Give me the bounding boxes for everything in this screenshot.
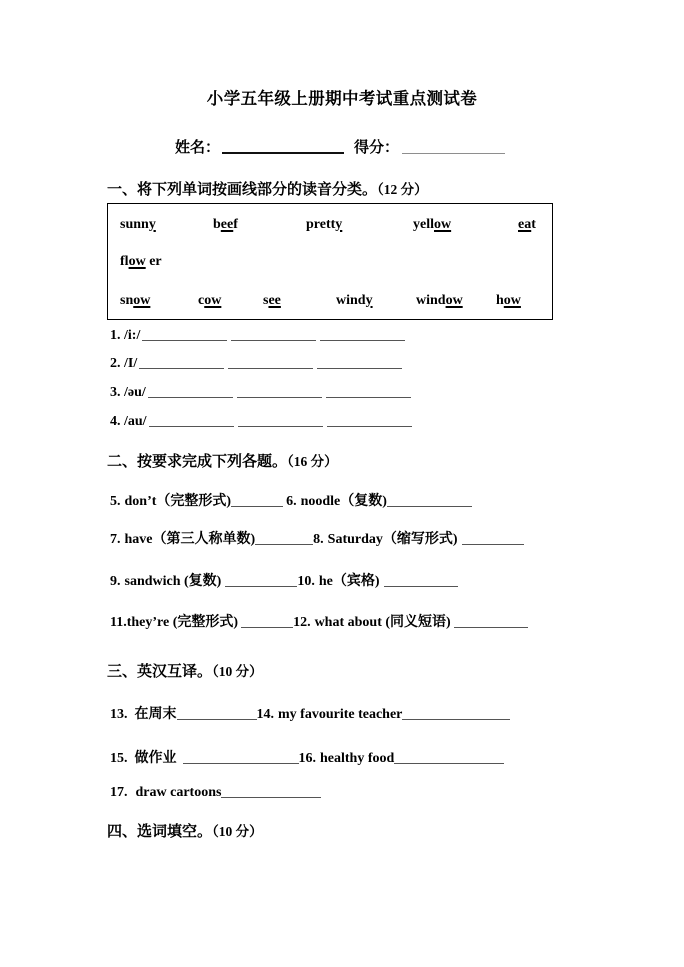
word-item: beef xyxy=(213,217,238,232)
phonetic-answer-blank[interactable] xyxy=(237,396,322,398)
section-2-title: 二、按要求完成下列各题。 xyxy=(107,454,288,470)
question-row xyxy=(110,611,528,631)
word-item: see xyxy=(263,293,281,308)
section-3-score: （10 分） xyxy=(212,664,263,679)
phonetic-answer-blank[interactable] xyxy=(231,339,316,341)
answer-blank[interactable] xyxy=(231,505,283,507)
question-number: 16. xyxy=(298,751,316,766)
answer-blank[interactable] xyxy=(402,718,510,720)
question-number: 17. xyxy=(110,785,128,800)
word-item: eat xyxy=(518,217,536,232)
question-row xyxy=(110,570,458,590)
name-input-blank[interactable] xyxy=(222,151,344,154)
score-input-blank[interactable] xyxy=(402,152,505,154)
page-title: 小学五年级上册期中考试重点测试卷 xyxy=(206,89,478,108)
question-number: 13. xyxy=(110,707,128,722)
phonetic-answer-row xyxy=(110,356,406,372)
phonetic-answer-row xyxy=(110,385,415,401)
question-text: 在周末 xyxy=(134,707,177,722)
answer-blank[interactable] xyxy=(221,796,321,798)
section-1-score: （12 分） xyxy=(377,182,428,197)
question-text: draw cartoons xyxy=(135,785,222,800)
word-item: yellow xyxy=(413,217,452,232)
section-1-title: 一、将下列单词按画线部分的读音分类。 xyxy=(107,182,378,198)
answer-blank[interactable] xyxy=(183,762,299,764)
phonetic-symbol: 4. /au/ xyxy=(110,414,147,429)
question-number: 12. xyxy=(293,615,311,630)
word-item: cow xyxy=(198,293,222,308)
question-text: healthy food xyxy=(320,751,395,766)
phonetic-answer-blank[interactable] xyxy=(139,367,224,369)
answer-blank[interactable] xyxy=(387,505,472,507)
word-bank-row xyxy=(108,254,554,278)
phonetic-answer-blank[interactable] xyxy=(142,339,227,341)
phonetic-answer-blank[interactable] xyxy=(148,396,233,398)
answer-blank[interactable] xyxy=(462,543,524,545)
phonetic-answer-blank[interactable] xyxy=(317,367,402,369)
name-label: 姓名： xyxy=(175,140,221,156)
section-heading-4 xyxy=(107,820,263,841)
question-row xyxy=(110,703,510,723)
answer-blank[interactable] xyxy=(241,626,293,628)
word-bank-row xyxy=(108,293,554,317)
answer-blank[interactable] xyxy=(225,585,297,587)
question-text: sandwich (复数) xyxy=(124,574,222,589)
phonetic-answer-blank[interactable] xyxy=(320,339,405,341)
question-number: 10. xyxy=(297,574,315,589)
question-number: 7. xyxy=(110,532,121,547)
question-text: he（宾格) xyxy=(318,574,380,589)
section-heading-1 xyxy=(107,178,428,199)
phonetic-answer-blank[interactable] xyxy=(228,367,313,369)
question-text: they’re (完整形式) xyxy=(126,615,239,630)
section-4-title: 四、选词填空。 xyxy=(107,824,213,840)
question-text: don’t（完整形式) xyxy=(124,494,232,509)
word-bank-row xyxy=(108,217,554,241)
section-heading-3 xyxy=(107,660,263,681)
answer-blank[interactable] xyxy=(394,762,504,764)
phonetic-answer-row xyxy=(110,328,409,344)
question-row xyxy=(110,785,321,801)
word-item: pretty xyxy=(306,217,343,232)
section-4-score: （10 分） xyxy=(212,824,263,839)
question-row xyxy=(110,490,472,510)
answer-blank[interactable] xyxy=(177,718,257,720)
word-item: how xyxy=(496,293,521,308)
question-text: Saturday（缩写形式) xyxy=(327,532,458,547)
question-number: 5. xyxy=(110,494,121,509)
section-2-score: （16 分） xyxy=(287,454,338,469)
question-text: have（第三人称单数) xyxy=(124,532,256,547)
phonetic-answer-blank[interactable] xyxy=(238,425,323,427)
phonetic-answer-row xyxy=(110,414,416,430)
word-item: window xyxy=(416,293,463,308)
phonetic-symbol: 2. /I/ xyxy=(110,356,138,371)
question-number: 11. xyxy=(110,615,127,630)
word-item: sunny xyxy=(120,217,156,232)
question-row xyxy=(110,528,524,548)
question-text: noodle（复数) xyxy=(300,494,387,509)
phonetic-answer-blank[interactable] xyxy=(149,425,234,427)
question-number: 14. xyxy=(256,707,274,722)
section-3-title: 三、英汉互译。 xyxy=(107,664,213,680)
answer-blank[interactable] xyxy=(454,626,528,628)
question-text: what about (同义短语) xyxy=(314,615,451,630)
question-number: 9. xyxy=(110,574,121,589)
answer-blank[interactable] xyxy=(384,585,458,587)
word-item: windy xyxy=(336,293,373,308)
question-text: 做作业 xyxy=(134,751,177,766)
word-item: flow er xyxy=(120,254,162,269)
phonetic-symbol: 1. /i:/ xyxy=(110,328,141,343)
word-item: snow xyxy=(120,293,151,308)
question-number: 8. xyxy=(313,532,324,547)
question-number: 6. xyxy=(286,494,297,509)
question-text: my favourite teacher xyxy=(278,707,403,722)
word-bank-box xyxy=(107,203,553,320)
score-label: 得分： xyxy=(354,140,400,156)
question-number: 15. xyxy=(110,751,128,766)
phonetic-answer-blank[interactable] xyxy=(326,396,411,398)
phonetic-symbol: 3. /əu/ xyxy=(110,385,146,400)
phonetic-answer-blank[interactable] xyxy=(327,425,412,427)
student-info-row xyxy=(175,136,505,157)
section-heading-2 xyxy=(107,450,338,471)
question-row xyxy=(110,747,504,767)
answer-blank[interactable] xyxy=(255,543,313,545)
